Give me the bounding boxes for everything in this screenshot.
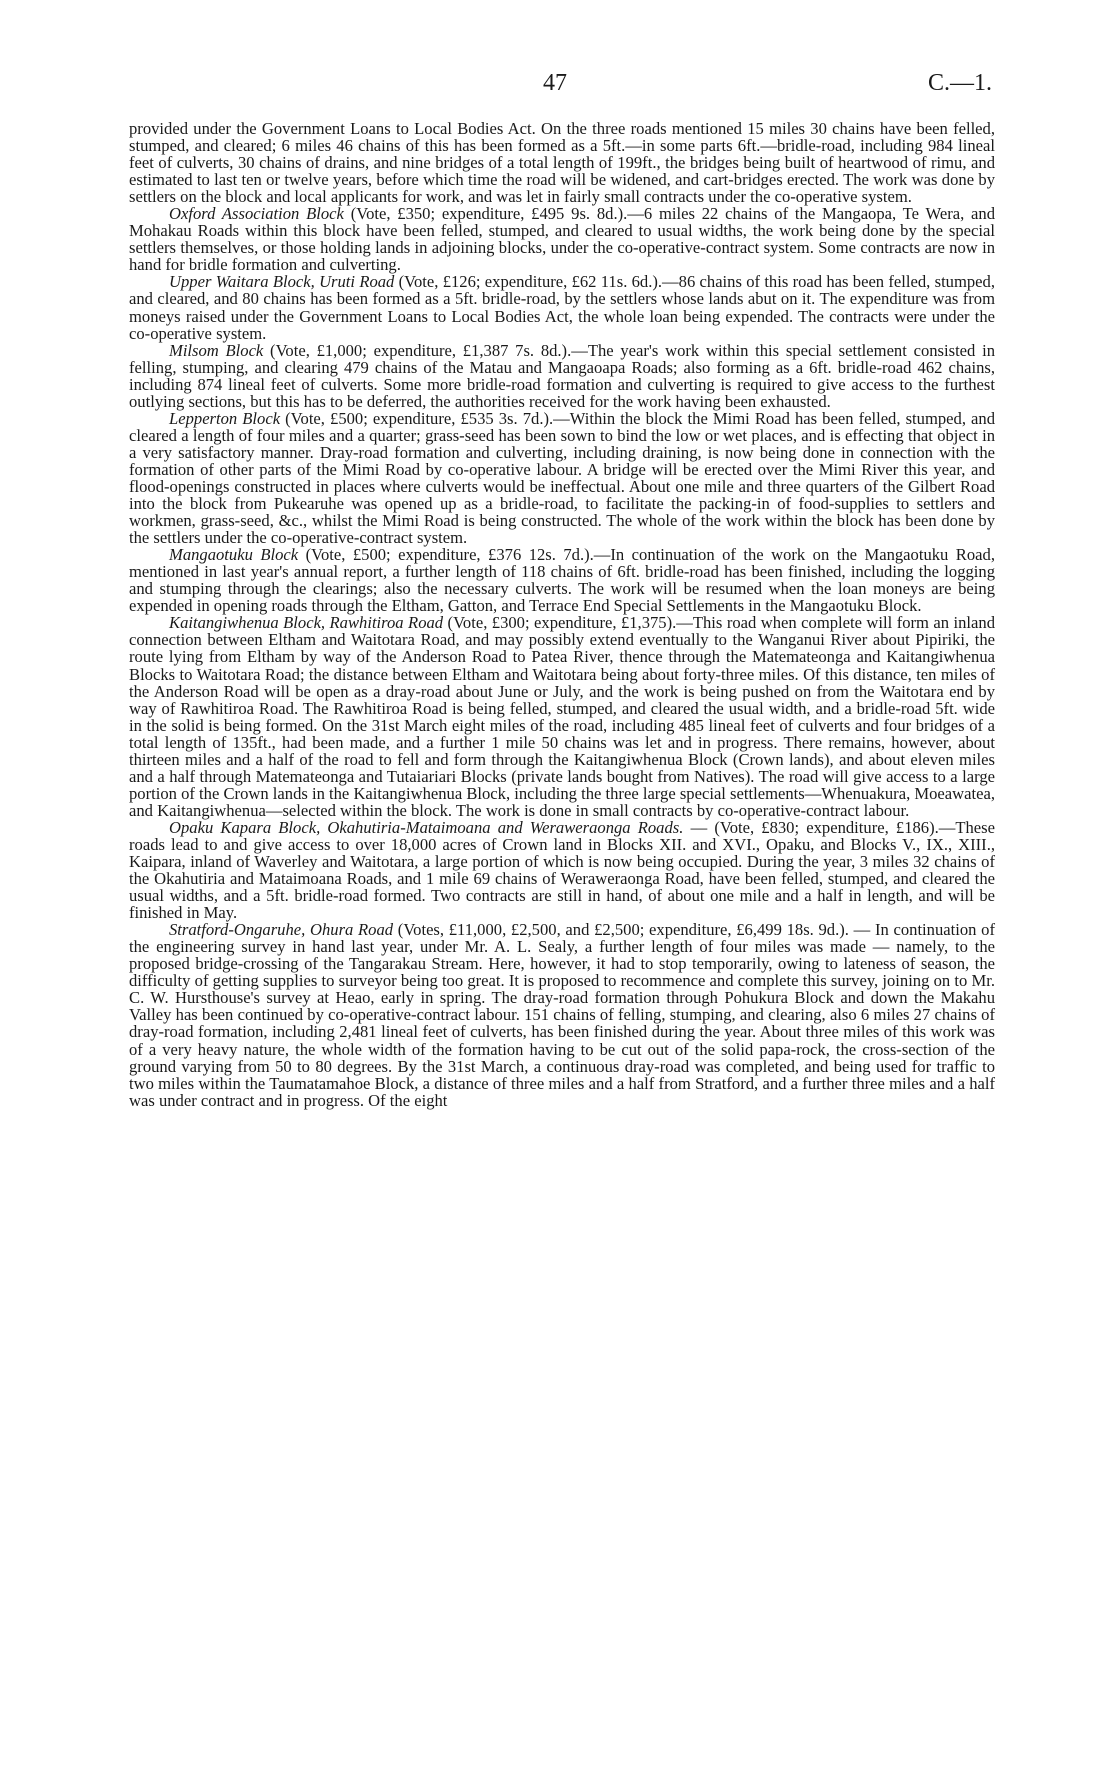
paragraph-text: (Vote, £300; expenditure, £1,375).—This road when complete will form an inland connection between Eltham and Waitotara Road, and may possibly extend eventually to the Wanganui River about Pipiriki, the route lying from Eltham by way of the Anderson Road to Patea River, thence through the Matemateonga and Kaitangiwhenua Blocks to Waitotara Road; the distance between Eltham and Waitotara being about forty-three miles. Of this distance, ten miles of the Anderson Road will be open as a dray-road about June or July, and the work is being pushed on from the Waitotara end by way of Rawhitiroa Road. The Rawhitiroa Road is being felled, stumped, and cleared the usual width, and a bridle-road 5ft. wide in the solid is being formed. On the 31st March eight miles of the road, including 485 lineal feet of culverts and four bridges of a total length of 135ft., had been made, and a further 1 mile 50 chains was let and in progress. There remains, however, about thirteen miles and a half of the road to fell and form through the Kaitangiwhenua Block (Crown lands), and about eleven miles and a half through Matemateonga and Tutaiariari Blocks (private lands bought from Natives). The road will give access to a large portion of the Crown lands in the Kaitangiwhenua Block, including the three large special settlements—Whenuakura, Moeawatea, and Kaitangiwhenua—selected within the block. The work is done in small contracts by co-operative-contract labour. [129,613,995,820]
paragraph-text: (Vote, £350; expenditure, £495 9s. 8d.).—6 miles 22 chains of the Mangaopa, Te Wera, and Mohakau Roads within this block have been felled, stumped, and cleared to usual widths, the work being done by the special settlers themselves, or those holding lands in adjoining blocks, under the co-operative-contract system. Some contracts are now in hand for bridle formation and culverting. [129,204,995,275]
paragraph-mangaotuku-block [129,546,995,614]
body-text [129,120,995,1109]
paragraph-lead: Kaitangiwhenua Block, Rawhitiroa Road [169,613,444,633]
paragraph-opaku-kapara-block [129,819,995,921]
document-reference: C.—1. [927,70,992,96]
paragraph-upper-waitara-block [129,273,995,341]
paragraph-lead: Mangaotuku Block [169,545,299,565]
paragraph-oxford-association-block [129,205,995,273]
paragraph-lead: Upper Waitara Block, Uruti Road [169,272,395,292]
paragraph-lead: Stratford-Ongaruhe, Ohura Road [169,920,394,940]
paragraph-text: (Vote, £1,000; expenditure, £1,387 7s. 8d.).—The year's work within this special settlement consisted in felling, stumping, and clearing 479 chains of the Matau and Mangaoapa Roads; also forming as a 6ft. bridle-road 462 chains, including 874 lineal feet of culverts. Some more bridle-road formation and culverting is required to give access to the furthest outlying sections, but this has to be deferred, the authorities received for the work having been exhausted. [129,340,995,411]
paragraph-milsom-block [129,342,995,410]
paragraph-lepperton-block [129,410,995,546]
paragraph-continuation [129,120,995,205]
paragraph-text: — (Vote, £830; expenditure, £186).—These roads lead to and give access to over 18,000 acres of Crown land in Blocks XII. and XVI., Opaku, and Blocks V., IX., XIII., Kaipara, inland of Waverley and Waitotara, a large portion of which is now being occupied. During the year, 3 miles 32 chains of the Okahutiria and Mataimoana Roads, and 1 mile 69 chains of Weraweraonga Road, have been felled, stumped, and cleared the usual widths, and a 5ft. bridle-road formed. Two contracts are still in hand, of about one mile and a half in length, and will be finished in May. [129,817,995,923]
paragraph-lead: Milsom Block [169,340,264,360]
paragraph-lead: Oxford Association Block [169,204,344,224]
paragraph-text: (Vote, £500; expenditure, £535 3s. 7d.).—Within the block the Mimi Road has been felled, stumped, and cleared a length of four miles and a quarter; grass-seed has been sown to bind the low or wet places, and is effecting that object in a very satisfactory manner. Dray-road formation and culverting, including draining, is now being done in connection with the formation of other parts of the Mimi Road by co-operative labour. A bridge will be erected over the Mimi River this year, and flood-openings constructed in places where culverts would be ineffectual. About one mile and three quarters of the Gilbert Road into the block from Pukearuhe was opened up as a bridle-road, to facilitate the packing-in of food-supplies to settlers and workmen, grass-seed, &c., whilst the Mimi Road is being constructed. The whole of the work within the block has been done by the settlers under the co-operative-contract system. [129,408,996,548]
paragraph-kaitangiwhenua-block [129,614,995,819]
paragraph-stratford-ongaruhe [129,921,995,1109]
paragraph-text: (Votes, £11,000, £2,500, and £2,500; expenditure, £6,499 18s. 9d.). — In continuation of the engineering survey in hand last year, under Mr. A. L. Sealy, a further length of four miles was made — namely, to the proposed bridge-crossing of the Tangarakau Stream. Here, however, it had to stop temporarily, owing to lateness of season, the difficulty of getting supplies to surveyor being too great. It is proposed to recommence and complete this survey, joining on to Mr. C. W. Hursthouse's survey at Heao, early in spring. The dray-road formation through Pohukura Block and down the Makahu Valley has been continued by co-operative-contract labour. 151 chains of felling, stumping, and clearing, also 6 miles 27 chains of dray-road formation, including 2,481 lineal feet of culverts, has been finished during the year. About three miles of this work was of a very heavy nature, the whole width of the formation having to be cut out of the solid papa-rock, the cross-section of the ground varying from 50 to 80 degrees. By the 31st March, a continuous dray-road was completed, and being used for traffic to two miles within the Taumatamahoe Block, a distance of three miles and a half from Stratford, and a further three miles and a half was under contract and in progress. Of the eight [129,920,995,1110]
paragraph-lead: Lepperton Block [169,408,281,428]
page-number: 47 [543,70,567,96]
paragraph-text: (Vote, £500; expenditure, £376 12s. 7d.).—In continuation of the work on the Mangaotuku Road, mentioned in last year's annual report, a further length of 118 chains of 6ft. bridle-road has been finished, including the logging and stumping through the clearings; also the necessary culverts. The work will be resumed when the loan moneys are being expended in opening roads through the Eltham, Gatton, and Terrace End Special Settlements in the Mangaotuku Block. [129,545,995,616]
paragraph-text: provided under the Government Loans to Local Bodies Act. On the three roads mentioned 15 miles 30 chains have been felled, stumped, and cleared; 6 miles 46 chains of this has been formed as a 5ft.—in some parts 6ft.—bridle-road, including 984 lineal feet of culverts, 30 chains of drains, and nine bridges of a total length of 199ft., the bridges being built of heartwood of rimu, and estimated to last ten or twelve years, before which time the road will be widened, and cart-bridges erected. The work was done by settlers on the block and local applicants for work, and was let in fairly small contracts under the co-operative system. [129,119,995,207]
paragraph-lead: Opaku Kapara Block, Okahutiria-Mataimoana and Weraweraonga Roads. [169,817,684,837]
paragraph-text: (Vote, £126; expenditure, £62 11s. 6d.).—86 chains of this road has been felled, stumped, and cleared, and 80 chains has been formed as a 5ft. bridle-road, by the settlers whose lands abut on it. The expenditure was from moneys raised under the Government Loans to Local Bodies Act, the whole loan being expended. The contracts were under the co-operative system. [129,272,995,343]
